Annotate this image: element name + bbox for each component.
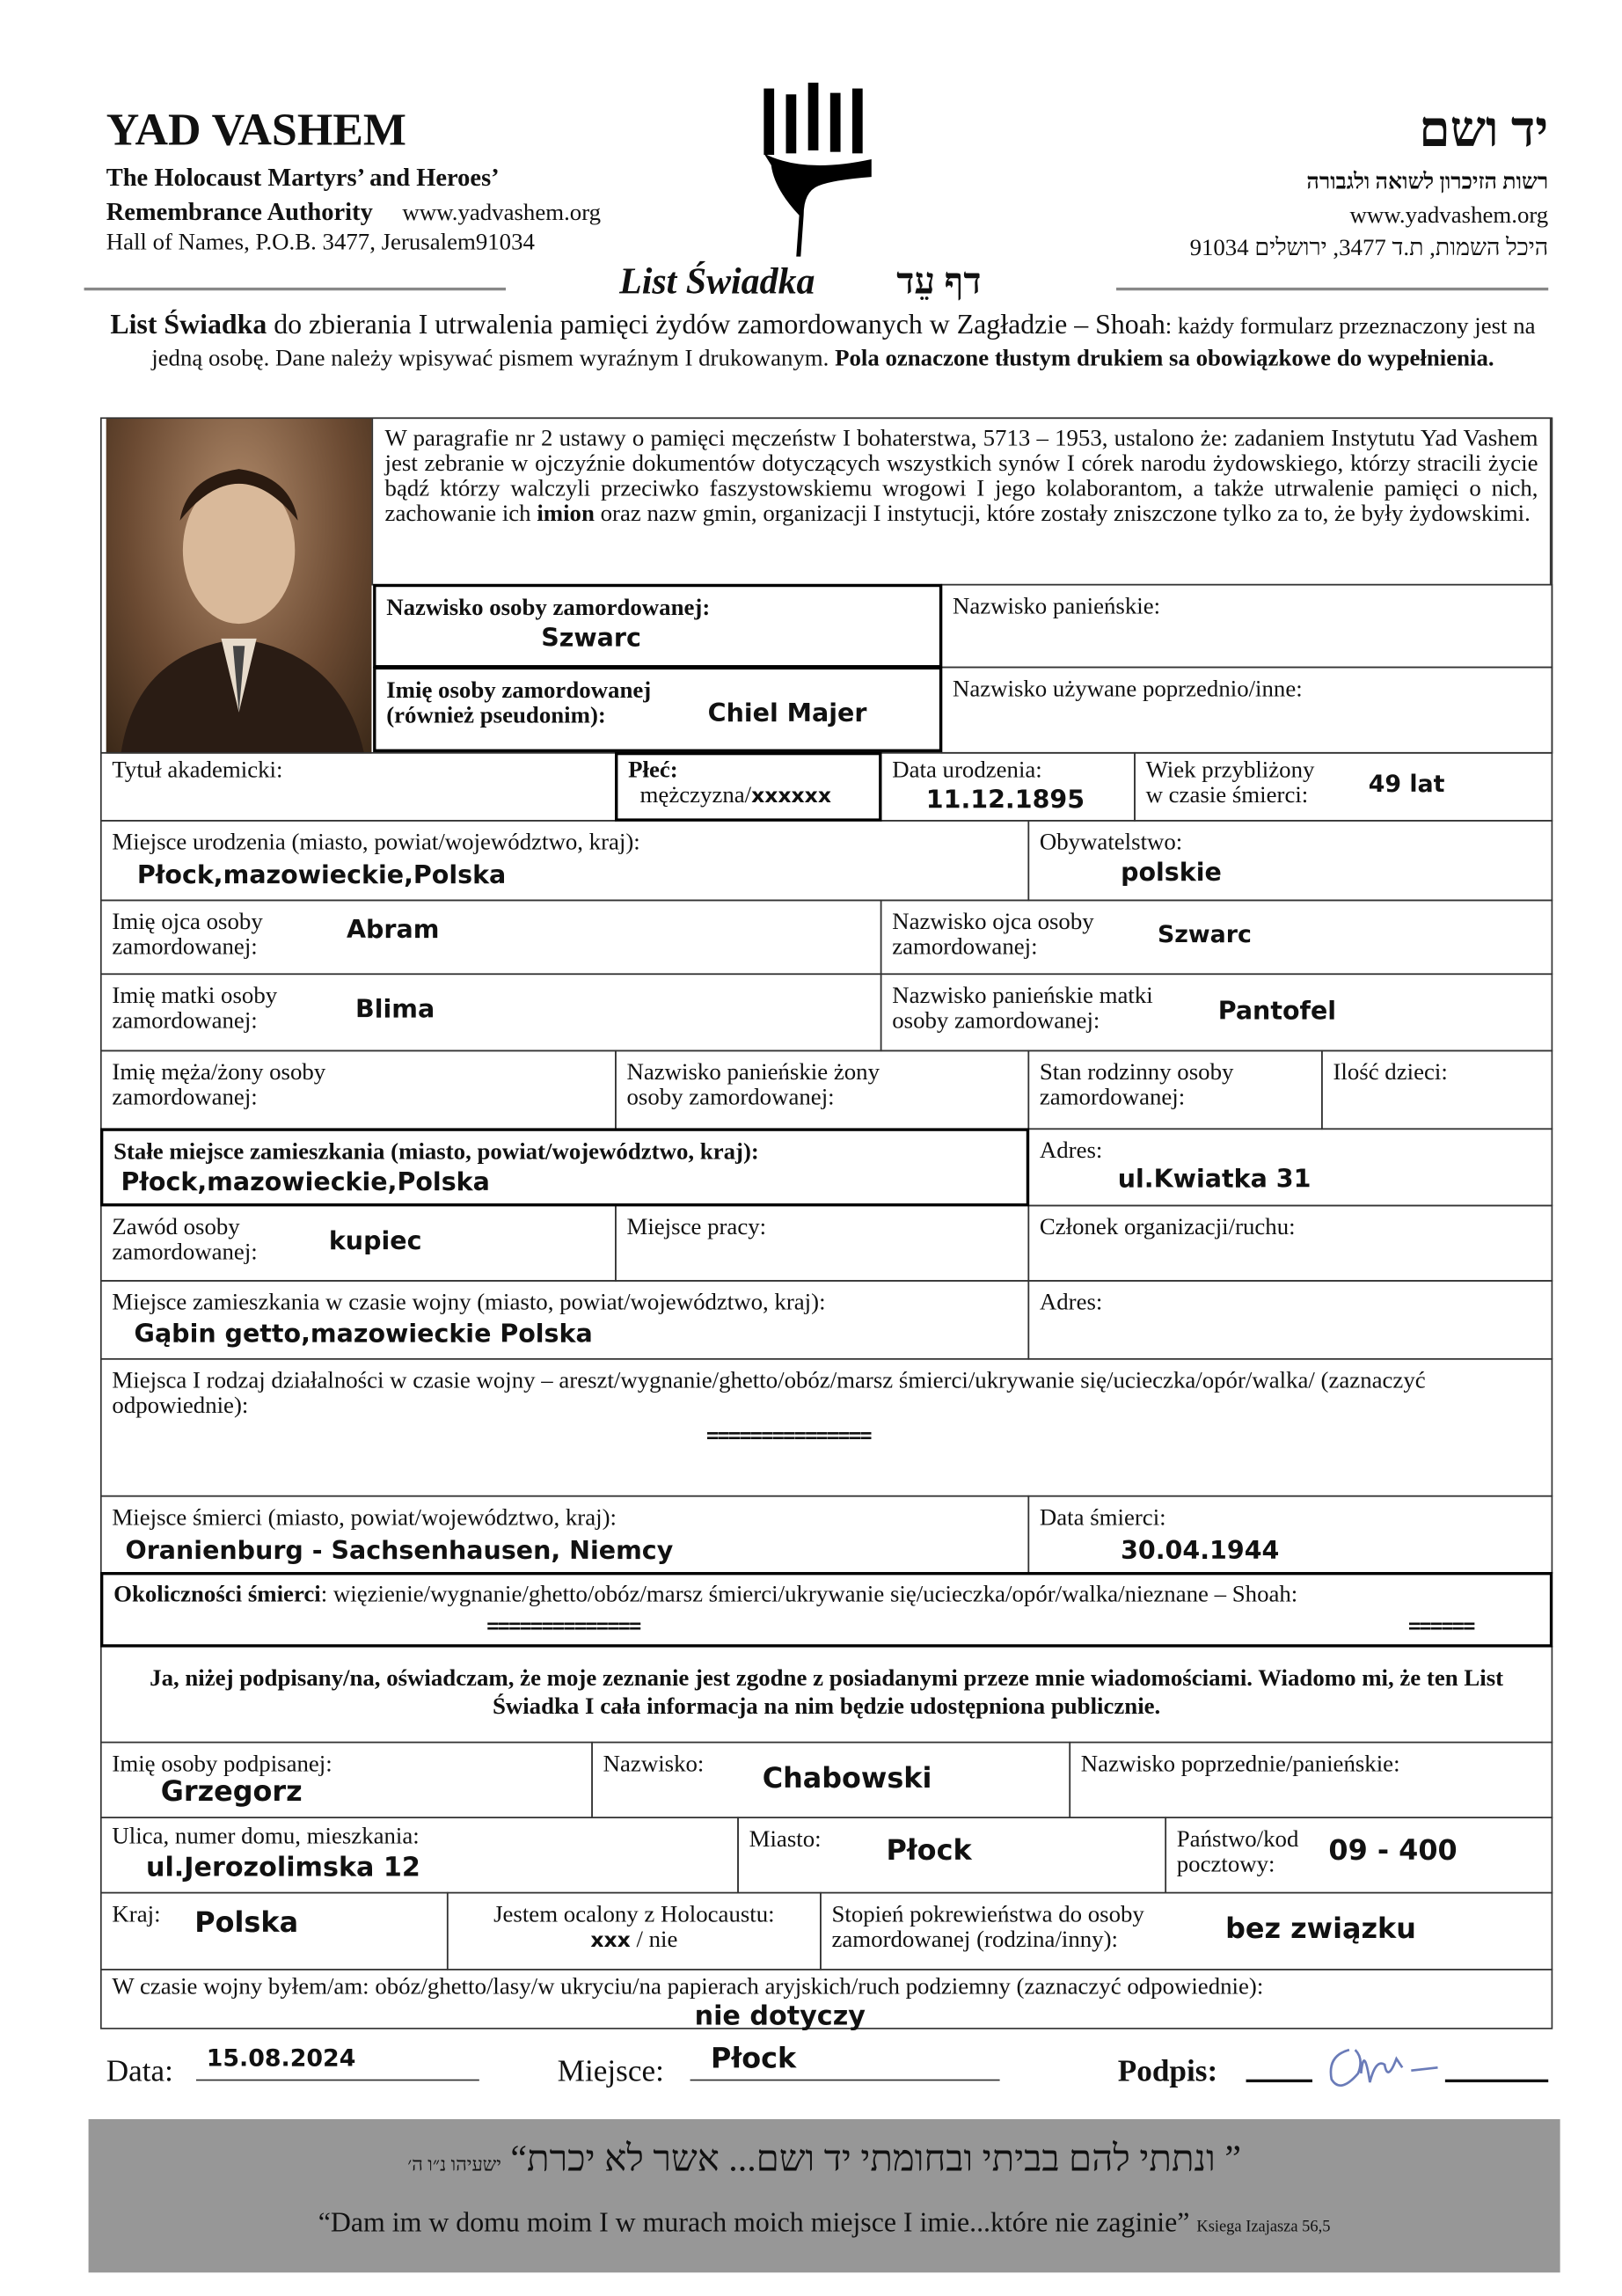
witness-survivor-field[interactable]: Jestem ocalony z Holocaustu: xxx / nie bbox=[447, 1892, 822, 1971]
date-value[interactable]: 15.08.2024 bbox=[206, 2044, 356, 2073]
spouse-surname-field[interactable]: Nazwisko panieńskie żony osoby zamordowanej: bbox=[615, 1050, 1029, 1130]
academic-title-field[interactable]: Tytuł akademicki: bbox=[100, 752, 617, 822]
witness-relation-field[interactable]: Stopień pokrewieństwa do osoby zamordowanej (rodzina/inny): bez związku bbox=[820, 1892, 1553, 1971]
quote-polish: “Dam im w domu moim I w murach moich miejsce I imie...które nie zaginie” Ksiega Izajasza 56,5 bbox=[318, 2207, 1331, 2239]
signature-line bbox=[1246, 2080, 1312, 2082]
witness-city-field[interactable]: Miasto: Płock bbox=[737, 1817, 1166, 1893]
wartime-activity-field[interactable]: Miejsca I rodzaj działalności w czasie wojny – areszt/wygnanie/ghetto/obóz/marsz śmierci/ukrywanie się/ucieczka/opór/walka/ (zaznaczyć odpowiednie): =============== bbox=[100, 1358, 1553, 1497]
date-line bbox=[196, 2080, 479, 2081]
mother-name-field[interactable]: Imię matki osoby zamordowanej: Blima bbox=[100, 973, 881, 1051]
org-line1: The Holocaust Martyrs’ and Heroes’ bbox=[106, 164, 500, 192]
yad-vashem-logo-icon bbox=[759, 83, 877, 257]
intro-text: List Świadka do zbierania I utrwalenia pamięci żydów zamordowanych w Zagładzie – Shoah: każdy formularz przeznaczony jest na jedną osobę. Dane należy wpisywać pismem wyraźnym I drukowanym. Pola oznaczone tłustym drukiem sa obowiązkowe do wypełnienia. bbox=[110, 310, 1536, 372]
place-value[interactable]: Płock bbox=[711, 2042, 797, 2075]
org-url: www.yadvashem.org bbox=[402, 200, 602, 226]
org-name: YAD VASHEM bbox=[106, 103, 406, 156]
death-place-field[interactable]: Miejsce śmierci (miasto, powiat/województwo, kraj): Oranienburg - Sachsenhausen, Niemcy bbox=[100, 1495, 1029, 1574]
activity-mark: =============== bbox=[705, 1424, 871, 1449]
shoah-mark: ====== bbox=[1407, 1614, 1474, 1639]
sex-struck: xxxxxx bbox=[751, 784, 831, 808]
org-line2: Remembrance Authority bbox=[106, 197, 373, 226]
birth-place-field[interactable]: Miejsce urodzenia (miasto, powiat/województwo, kraj): Płock,mazowieckie,Polska bbox=[100, 820, 1029, 901]
declaration-text: Ja, niżej podpisany/na, oświadczam, że moje zeznanie jest zgodne z posiadanymi przeze mnie wiadomościami. Wiadomo mi, że ten List Świadka I cała informacja na nim będzie udostępniona publicznie. bbox=[100, 1646, 1553, 1744]
first-name-field[interactable]: Imię osoby zamordowanej (również pseudonim): Chiel Majer bbox=[373, 667, 942, 752]
age-field[interactable]: Wiek przybliżony w czasie śmierci: 49 lat bbox=[1134, 752, 1553, 822]
form-title: List Świadka bbox=[619, 262, 815, 303]
address-field[interactable]: Adres: ul.Kwiatka 31 bbox=[1027, 1128, 1553, 1206]
org-url-hebrew: www.yadvashem.org bbox=[1349, 203, 1549, 229]
witness-street-field[interactable]: Ulica, numer domu, mieszkania: ul.Jerozolimska 12 bbox=[100, 1817, 739, 1893]
birth-date-field[interactable]: Data urodzenia: 11.12.1895 bbox=[880, 752, 1136, 822]
org-name-hebrew: יד ושם bbox=[1419, 103, 1549, 158]
citizenship-field[interactable]: Obywatelstwo: polskie bbox=[1027, 820, 1553, 901]
workplace-field[interactable]: Miejsce pracy: bbox=[615, 1205, 1029, 1282]
divider bbox=[84, 288, 506, 290]
sex-field[interactable]: Płeć: mężczyzna/xxxxxx bbox=[615, 752, 881, 822]
spouse-name-field[interactable]: Imię męża/żony osoby zamordowanej: bbox=[100, 1050, 617, 1130]
death-date-field[interactable]: Data śmierci: 30.04.1944 bbox=[1027, 1495, 1553, 1574]
occupation-field[interactable]: Zawód osoby zamordowanej: kupiec bbox=[100, 1205, 617, 1282]
wartime-address-field[interactable]: Adres: bbox=[1027, 1280, 1553, 1360]
marital-status-field[interactable]: Stan rodzinny osoby zamordowanej: bbox=[1027, 1050, 1322, 1130]
witness-previous-name-field[interactable]: Nazwisko poprzednie/panieńskie: bbox=[1069, 1742, 1553, 1818]
org-line-hebrew: רשות הזיכרון לשואה ולגבורה bbox=[1306, 171, 1549, 195]
residence-field[interactable]: Stałe miejsce zamieszkania (miasto, powiat/województwo, kraj): Płock,mazowieckie,Polska bbox=[100, 1128, 1029, 1206]
form-title-hebrew: דף עֵד bbox=[896, 262, 982, 303]
children-count-field[interactable]: Ilość dzieci: bbox=[1321, 1050, 1553, 1130]
circumstances-mark: ============== bbox=[486, 1614, 640, 1639]
wartime-residence-field[interactable]: Miejsce zamieszkania w czasie wojny (miasto, powiat/województwo, kraj): Gąbin getto,mazowieckie Polska bbox=[100, 1280, 1029, 1360]
witness-wartime-field[interactable]: W czasie wojny byłem/am: obóz/ghetto/lasy/w ukryciu/na papierach aryjskich/ruch podziemny (zaznaczyć odpowiednie): nie dotyczy bbox=[100, 1969, 1553, 2029]
law-paragraph: W paragrafie nr 2 ustawy o pamięci męczeństw I bohaterstwa, 5713 – 1953, ustalono że: zadaniem Instytutu Yad Vashem jest zebranie w ojczyźnie dokumentów dotyczących wszystkich synów I córek narodu żydowskiego, którzy stracili życie bądź którzy walczyli przeciwko faszystowskiemu wrogowi I jego kolaborantom, a także utrwalenie pamięci o nich, zachowanie ich imion oraz nazw gmin, organizacji I instytucji, które zostały zniszczone tylko za to, że były żydowskimi. bbox=[371, 417, 1551, 585]
surname-field[interactable]: Nazwisko osoby zamordowanej: Szwarc bbox=[373, 584, 942, 669]
witness-surname-field[interactable]: Nazwisko: Chabowski bbox=[591, 1742, 1070, 1818]
place-label: Miejsce: bbox=[557, 2052, 664, 2088]
signature-icon bbox=[1319, 2038, 1444, 2097]
mother-surname-field[interactable]: Nazwisko panieńskie matki osoby zamordowanej: Pantofel bbox=[880, 973, 1553, 1051]
death-circumstances-field[interactable]: Okoliczności śmierci: więzienie/wygnanie/ghetto/obóz/marsz śmierci/ukrywanie się/ucieczka/opór/walka/nieznane – Shoah: ============== ====== bbox=[100, 1572, 1553, 1647]
membership-field[interactable]: Członek organizacji/ruchu: bbox=[1027, 1205, 1553, 1282]
signature-label: Podpis: bbox=[1117, 2052, 1218, 2088]
divider bbox=[1116, 288, 1548, 290]
signature-line bbox=[1445, 2080, 1548, 2082]
quote-hebrew: ” ונתתי להם בביתי ובחומתי יד ושם... אשר לא יכרת“ ישעיהו נ״ו ה׳ bbox=[407, 2139, 1241, 2180]
witness-first-name-field[interactable]: Imię osoby podpisanej: Grzegorz bbox=[100, 1742, 593, 1818]
witness-zip-field[interactable]: Państwo/kod pocztowy: 09 - 400 bbox=[1165, 1817, 1553, 1893]
place-line bbox=[690, 2080, 1000, 2081]
other-name-field[interactable]: Nazwisko używane poprzednio/inne: bbox=[941, 667, 1553, 754]
quote-band bbox=[89, 2119, 1560, 2272]
maiden-name-field[interactable]: Nazwisko panieńskie: bbox=[941, 584, 1553, 669]
father-name-field[interactable]: Imię ojca osoby zamordowanej: Abram bbox=[100, 900, 881, 975]
date-label: Data: bbox=[106, 2052, 173, 2088]
witness-country-field[interactable]: Kraj: Polska bbox=[100, 1892, 449, 1971]
org-address-hebrew: היכל השמות, ת.ד 3477, ירושלים 91034 bbox=[1189, 236, 1549, 261]
father-surname-field[interactable]: Nazwisko ojca osoby zamordowanej: Szwarc bbox=[880, 900, 1553, 975]
org-address: Hall of Names, P.O.B. 3477, Jerusalem91034 bbox=[106, 230, 535, 256]
